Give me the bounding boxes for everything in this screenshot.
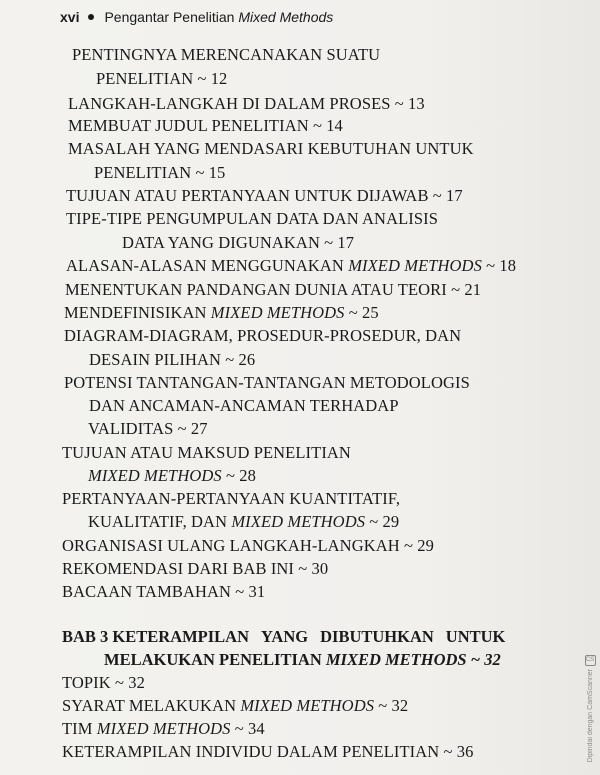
toc-entry: PENTINGNYA MERENCANAKAN SUATU	[72, 45, 381, 64]
camscanner-logo: CS	[585, 655, 596, 666]
toc-entry: MENDEFINISIKAN MIXED METHODS ~ 25	[64, 303, 379, 322]
toc-entry: ALASAN-ALASAN MENGGUNAKAN MIXED METHODS ~ 18	[66, 256, 517, 275]
toc-entry: VALIDITAS ~ 27	[88, 419, 208, 438]
toc-entry: TIPE-TIPE PENGUMPULAN DATA DAN ANALISIS	[66, 209, 438, 228]
page-number: xvi	[60, 9, 80, 25]
bullet-icon	[88, 14, 94, 20]
toc-entry: MASALAH YANG MENDASARI KEBUTUHAN UNTUK	[68, 139, 474, 158]
toc-entry: BACAAN TAMBAHAN ~ 31	[62, 582, 266, 601]
toc-entry: DATA YANG DIGUNAKAN ~ 17	[122, 233, 355, 252]
toc-entry: MEMBUAT JUDUL PENELITIAN ~ 14	[68, 116, 343, 135]
toc-entry: DIAGRAM-DIAGRAM, PROSEDUR-PROSEDUR, DAN	[64, 326, 462, 345]
scanner-text: Dipindai dengan CamScanner	[586, 669, 594, 763]
toc-entry: PENELITIAN ~ 12	[96, 69, 228, 88]
toc-entry: KUALITATIF, DAN MIXED METHODS ~ 29	[88, 512, 400, 531]
toc-entry: TUJUAN ATAU MAKSUD PENELITIAN	[62, 443, 351, 462]
chapter-heading: MELAKUKAN PENELITIAN MIXED METHODS ~ 32	[104, 650, 501, 669]
toc-entry: DAN ANCAMAN-ANCAMAN TERHADAP	[89, 396, 399, 415]
chapter-heading: BAB 3 KETERAMPILAN YANG DIBUTUHKAN UNTUK	[62, 627, 506, 646]
toc-entry: SYARAT MELAKUKAN MIXED METHODS ~ 32	[62, 696, 409, 715]
running-header	[60, 9, 333, 25]
toc-entry: PERTANYAAN-PERTANYAAN KUANTITATIF,	[62, 489, 401, 508]
toc-entry: KETERAMPILAN INDIVIDU DALAM PENELITIAN ~ 36	[62, 742, 474, 761]
toc-entry: DESAIN PILIHAN ~ 26	[89, 350, 256, 369]
scanner-watermark	[584, 655, 596, 765]
toc-entry: ORGANISASI ULANG LANGKAH-LANGKAH ~ 29	[62, 536, 434, 555]
toc-entry: LANGKAH-LANGKAH DI DALAM PROSES ~ 13	[68, 94, 425, 113]
toc-entry: TOPIK ~ 32	[62, 673, 145, 692]
toc-entry: MIXED METHODS ~ 28	[88, 466, 256, 485]
toc-entry: TUJUAN ATAU PERTANYAAN UNTUK DIJAWAB ~ 17	[66, 186, 463, 205]
toc-entry: PENELITIAN ~ 15	[94, 163, 226, 182]
header-title: Pengantar Penelitian Mixed Methods	[104, 9, 334, 25]
toc-entry: POTENSI TANTANGAN-TANTANGAN METODOLOGIS	[64, 373, 470, 392]
toc-entry: REKOMENDASI DARI BAB INI ~ 30	[62, 559, 329, 578]
toc-entry: TIM MIXED METHODS ~ 34	[62, 719, 265, 738]
toc-entry: MENENTUKAN PANDANGAN DUNIA ATAU TEORI ~ 21	[65, 280, 482, 299]
